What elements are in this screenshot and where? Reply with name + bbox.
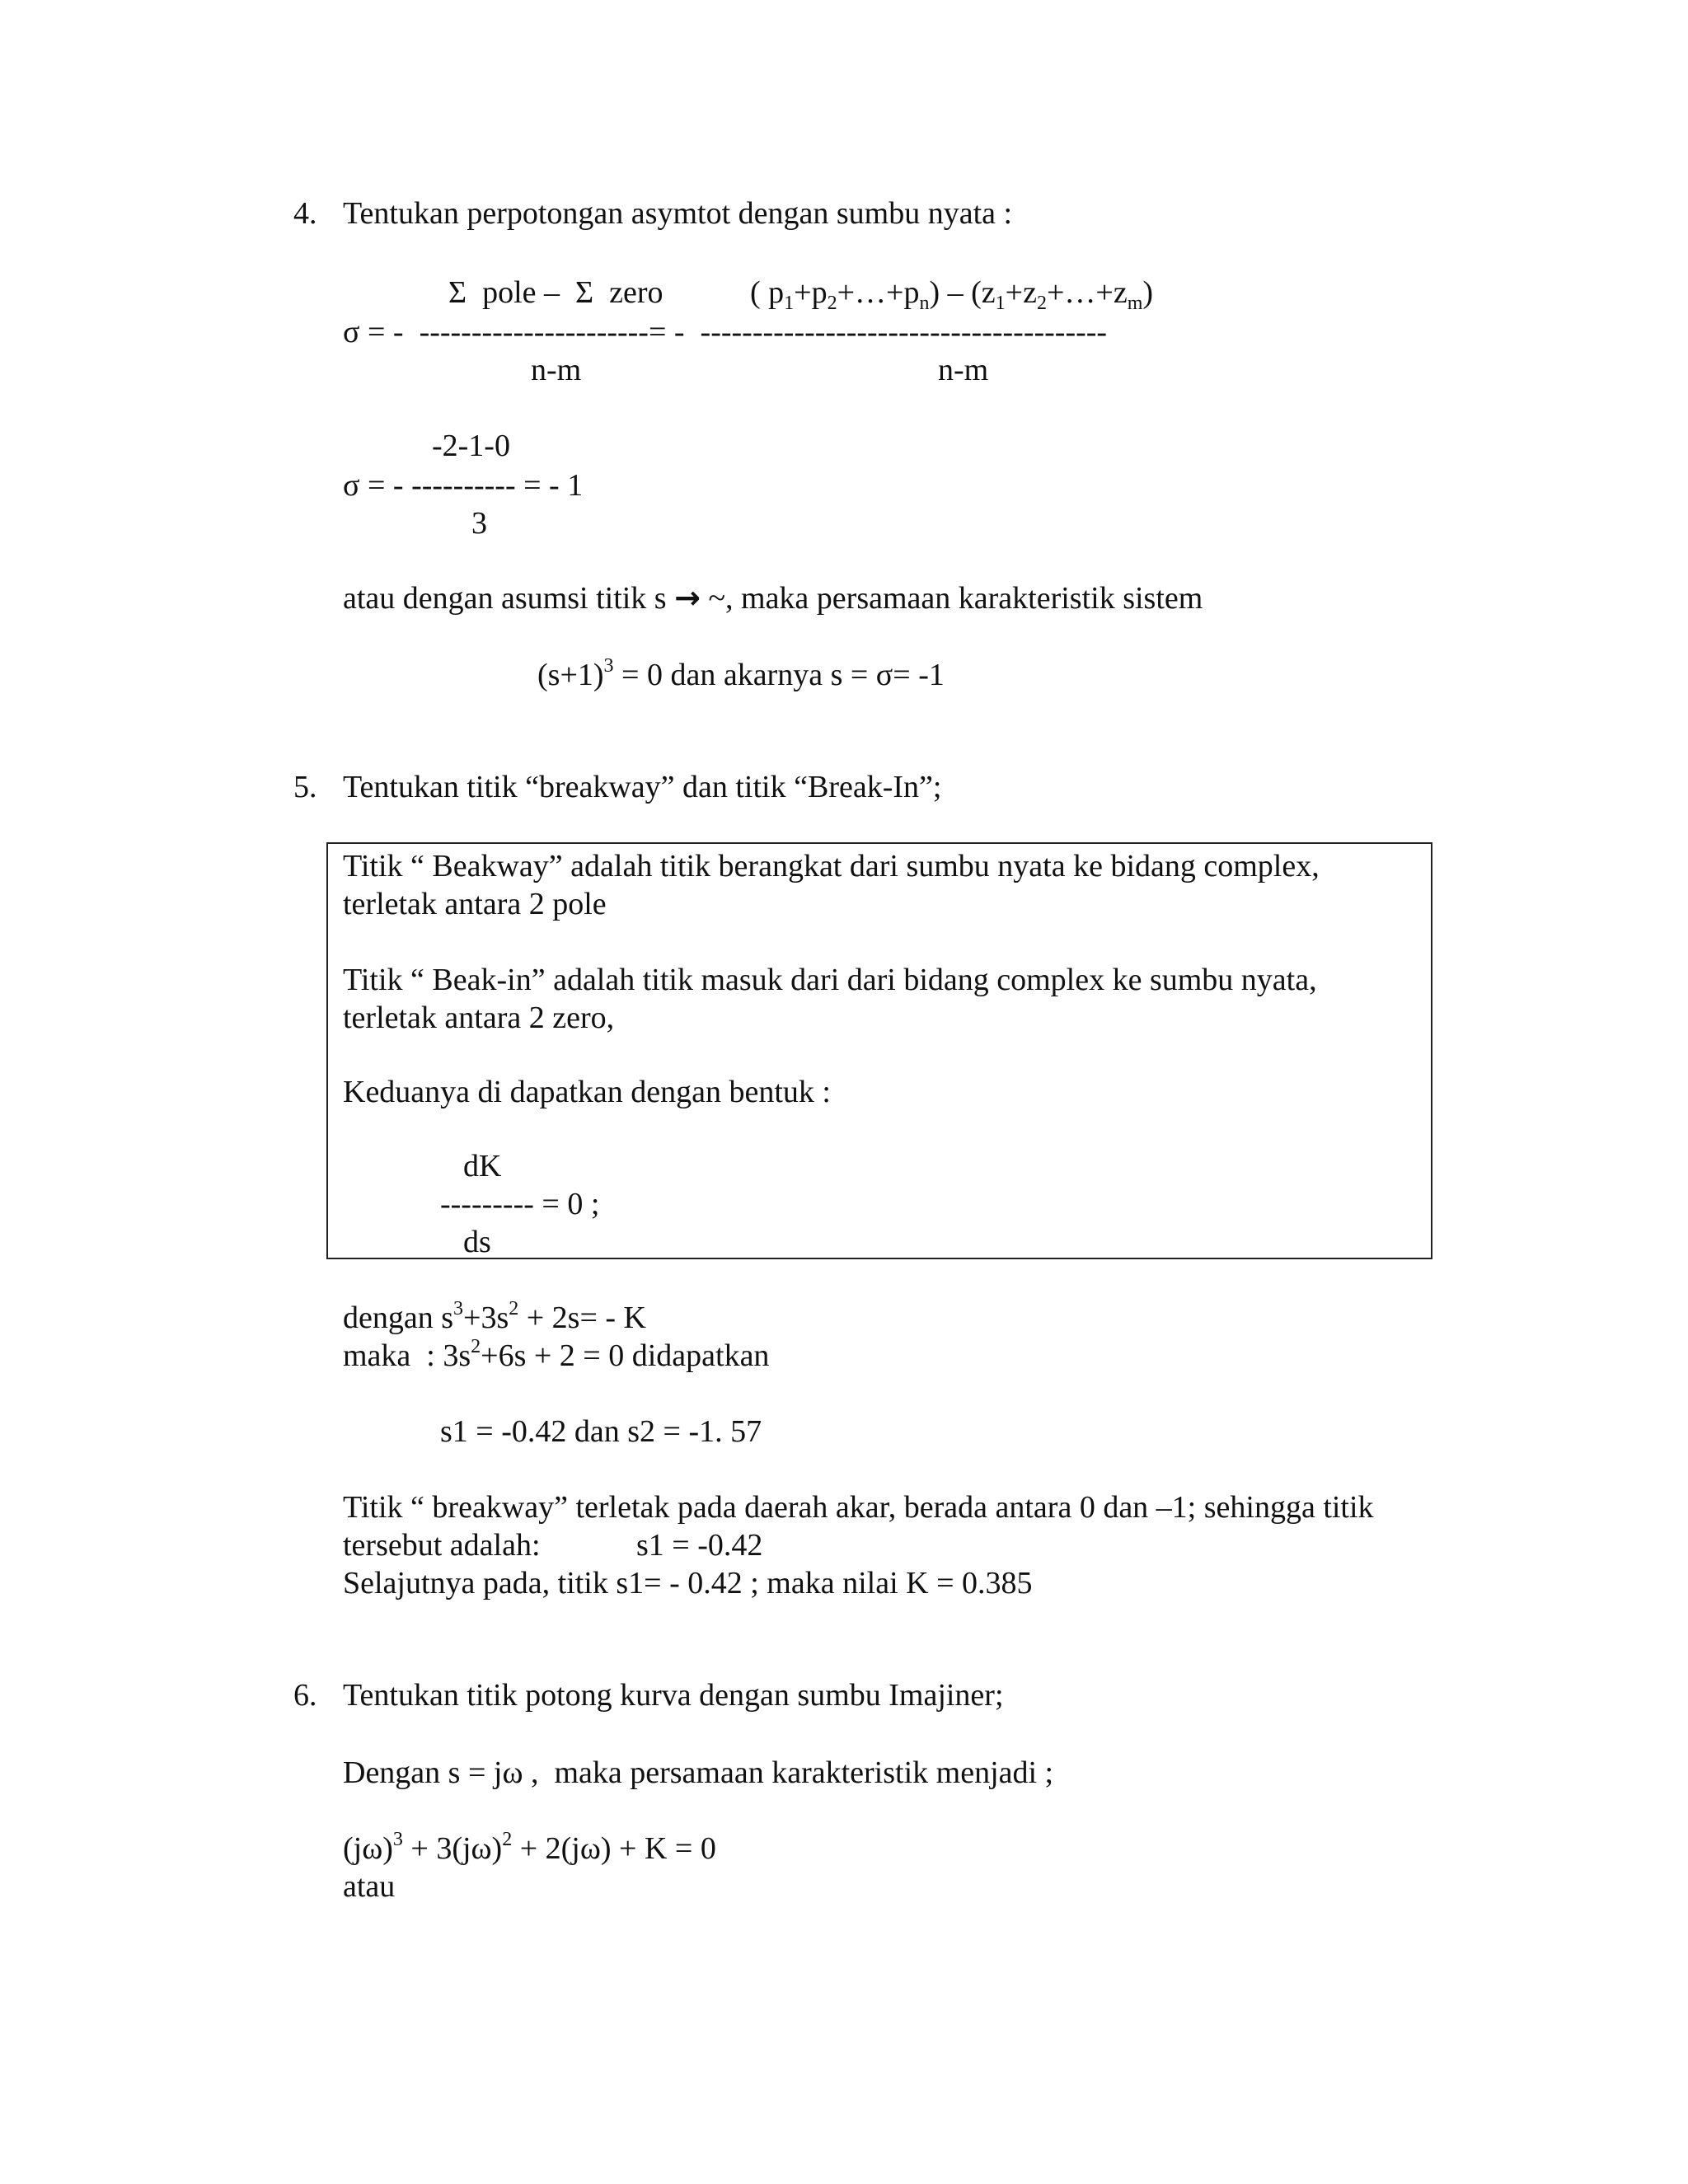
formula-fraction-line: σ = - ----------------------= - --------------------------------------- xyxy=(343,315,1108,349)
section-4-heading: Tentukan perpotongan asymtot dengan sumbu nyata : xyxy=(343,196,1013,231)
breakin-definition-line2: terletak antara 2 zero, xyxy=(343,1001,615,1035)
both-obtained-text: Keduanya di dapatkan dengan bentuk : xyxy=(343,1075,831,1109)
formula-numerator-right: ( $p_1+p_2+\dots+p_n$) – $(z_1+z_2+\dots+z_m)$ xyxy=(750,275,1154,314)
substitution-text: Dengan s = jω , maka persamaan karakteristik menjadi ; xyxy=(343,1755,1054,1790)
imaginary-equation: $(j\omega)^3 + 3(j\omega)^2 + 2(j\omega) + K = 0$ xyxy=(343,1829,716,1866)
conclusion-line2-label: tersebut adalah: xyxy=(343,1528,541,1563)
atau-text: atau xyxy=(343,1869,396,1904)
derivative-equation: maka : $3s^2+6s + 2 = 0$ didapatkan xyxy=(343,1336,770,1373)
section-4-number: 4. xyxy=(293,196,317,231)
sigma-denominator: 3 xyxy=(471,506,487,541)
derivative-denominator: ds xyxy=(463,1225,491,1259)
section-5-heading: Tentukan titik “breakway” dan titik “Break-In”; xyxy=(343,770,942,804)
section-6-number: 6. xyxy=(293,1678,317,1713)
sigma-numerator: -2-1-0 xyxy=(432,429,510,463)
derivative-numerator: dK xyxy=(463,1149,502,1183)
section-5-number: 5. xyxy=(293,770,317,804)
formula-numerator-left: Σ pole – Σ zero xyxy=(448,275,663,310)
section-6-heading: Tentukan titik potong kurva dengan sumbu Imajiner; xyxy=(343,1678,1004,1713)
conclusion-line1: Titik “ breakway” terletak pada daerah akar, berada antara 0 dan –1; sehingga titik xyxy=(343,1490,1374,1525)
conclusion-line3: Selajutnya pada, titik s1= - 0.42 ; maka nilai K = 0.385 xyxy=(343,1566,1033,1601)
breakaway-definition-line2: terletak antara 2 pole xyxy=(343,887,607,921)
equation-k: dengan $s^3+3s^2 + 2s= - K$ xyxy=(343,1298,646,1335)
arrow-right-icon: → xyxy=(674,579,701,616)
assumption-text: atau dengan asumsi titik s → ~, maka persamaan karakteristik sistem xyxy=(343,579,1203,616)
roots-result: s1 = -0.42 dan s2 = -1. 57 xyxy=(440,1414,762,1449)
conclusion-line2-value: s1 = -0.42 xyxy=(636,1528,763,1563)
formula-denominator-right: n-m xyxy=(938,353,989,387)
breakin-definition-line1: Titik “ Beak-in” adalah titik masuk dari dari bidang complex ke sumbu nyata, xyxy=(343,963,1317,997)
derivative-fraction-line: --------- = 0 ; xyxy=(440,1187,600,1221)
sigma-fraction-line: σ = - ---------- = - 1 xyxy=(343,468,584,503)
characteristic-equation: $(s+1)^3 = 0$ dan akarnya s = σ= -1 xyxy=(537,655,945,692)
formula-denominator-left: n-m xyxy=(531,353,582,387)
breakaway-definition-line1: Titik “ Beakway” adalah titik berangkat dari sumbu nyata ke bidang complex, xyxy=(343,849,1320,883)
